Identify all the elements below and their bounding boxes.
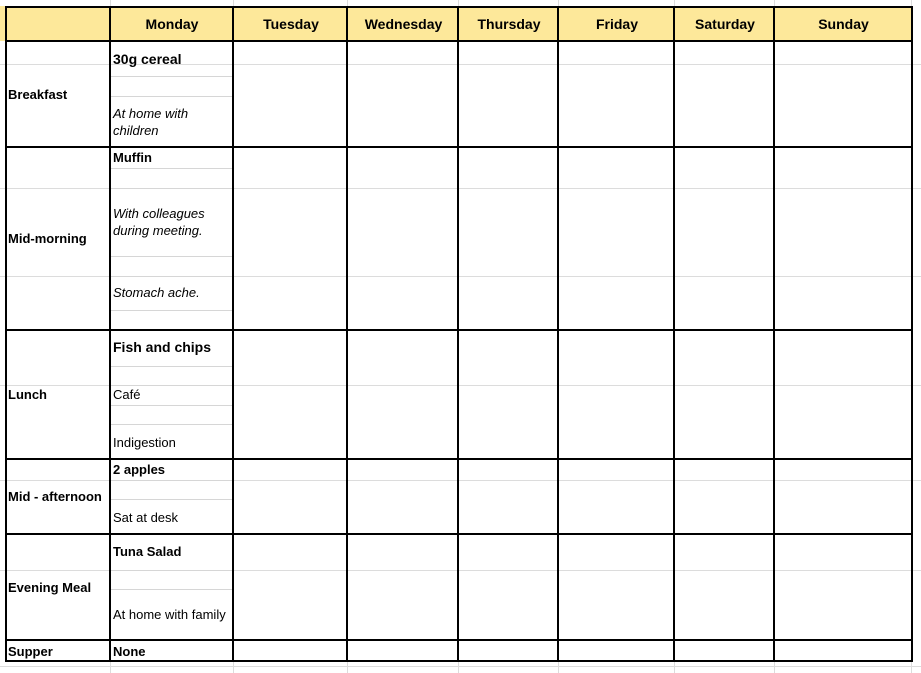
evening-meal-note: At home with family bbox=[113, 607, 226, 622]
cell-divider bbox=[110, 276, 234, 277]
mid-morning-note: With colleagues during meeting. bbox=[113, 206, 205, 238]
evening-meal-food: Tuna Salad bbox=[113, 544, 182, 559]
cell-divider bbox=[110, 499, 234, 500]
meal-label-mid-afternoon: Mid - afternoon bbox=[8, 489, 102, 504]
meal-label-breakfast: Breakfast bbox=[8, 87, 68, 102]
cell-divider bbox=[110, 589, 234, 590]
meal-label-evening-meal: Evening Meal bbox=[8, 580, 92, 595]
table-border bbox=[5, 639, 913, 641]
table-border bbox=[5, 40, 913, 42]
table-border bbox=[109, 6, 111, 662]
header-monday: Monday bbox=[145, 15, 199, 32]
lunch-feeling: Indigestion bbox=[113, 435, 176, 450]
meal-label-mid-morning: Mid-morning bbox=[8, 231, 87, 246]
table-border bbox=[557, 6, 559, 662]
cell-divider bbox=[110, 405, 234, 406]
mid-afternoon-food: 2 apples bbox=[113, 462, 166, 477]
mid-morning-feeling: Stomach ache. bbox=[113, 285, 200, 300]
table-border bbox=[232, 6, 234, 662]
table-border bbox=[5, 660, 913, 662]
table-border bbox=[5, 6, 913, 8]
cell-divider bbox=[110, 188, 234, 189]
table-border bbox=[5, 329, 913, 331]
meal-label-lunch: Lunch bbox=[8, 387, 47, 402]
table-border bbox=[773, 6, 775, 662]
cell-divider bbox=[110, 256, 234, 257]
lunch-food: Fish and chips bbox=[113, 339, 212, 355]
mid-morning-food: Muffin bbox=[113, 150, 152, 165]
table-border bbox=[5, 458, 913, 460]
cell-divider bbox=[110, 480, 234, 481]
lunch-note: Café bbox=[113, 387, 141, 402]
cell-divider bbox=[110, 76, 234, 77]
meal-label-supper: Supper bbox=[8, 644, 53, 659]
breakfast-food: 30g cereal bbox=[113, 51, 182, 67]
table-border bbox=[5, 146, 913, 148]
cell-divider bbox=[110, 96, 234, 97]
table-border bbox=[457, 6, 459, 662]
breakfast-note: At home with children bbox=[113, 106, 189, 138]
table-border bbox=[346, 6, 348, 662]
table-border bbox=[5, 533, 913, 535]
gridline bbox=[0, 666, 921, 667]
cell-divider bbox=[110, 310, 234, 311]
header-tuesday: Tuesday bbox=[263, 15, 319, 32]
header-saturday: Saturday bbox=[695, 15, 755, 32]
header-friday: Friday bbox=[595, 15, 638, 32]
table-border bbox=[5, 6, 7, 662]
header-thursday: Thursday bbox=[477, 15, 541, 32]
mid-afternoon-note: Sat at desk bbox=[113, 510, 179, 525]
cell-divider bbox=[110, 570, 234, 571]
table-border bbox=[673, 6, 675, 662]
cell-divider bbox=[110, 366, 234, 367]
header-wednesday: Wednesday bbox=[364, 15, 443, 32]
table-border bbox=[911, 6, 913, 662]
cell-divider bbox=[110, 168, 234, 169]
header-sunday: Sunday bbox=[818, 15, 869, 32]
supper-food: None bbox=[113, 644, 146, 659]
cell-divider bbox=[110, 424, 234, 425]
